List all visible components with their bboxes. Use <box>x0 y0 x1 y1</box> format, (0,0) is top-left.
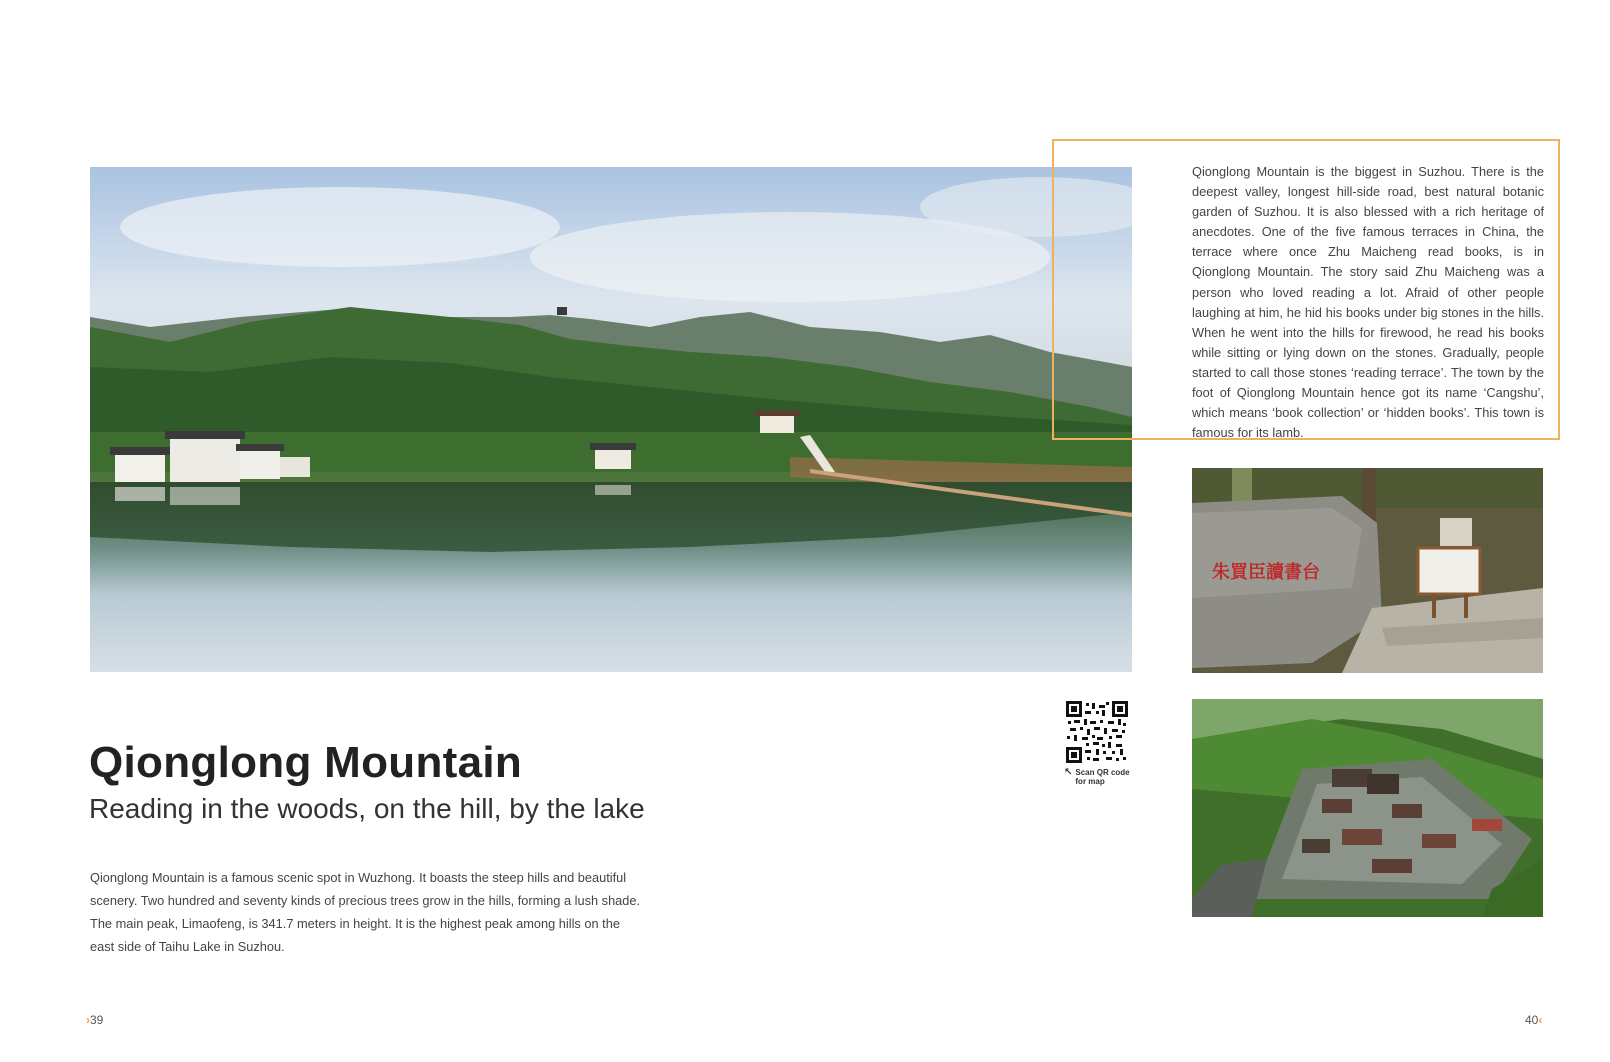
qr-caption-text: Scan QR code for map <box>1075 768 1130 786</box>
qr-code[interactable] <box>1066 701 1128 763</box>
page-number-right <box>1525 1013 1542 1027</box>
hero-photo-illustration <box>90 167 1132 672</box>
page-number-right-value: 40 <box>1525 1013 1539 1027</box>
reading-terrace-stone-photo <box>1192 468 1543 673</box>
page-subtitle: Reading in the woods, on the hill, by the lake <box>89 793 645 824</box>
chevron-left-icon: ‹ <box>1538 1013 1543 1027</box>
stone-photo-illustration <box>1192 468 1543 673</box>
stone-inscription: 朱買臣讀書台 <box>1212 562 1320 583</box>
sidebar-story-text: Qionglong Mountain is the biggest in Suzhou. There is the deepest valley, longest hill-side road, best natural botanic garden of Suzhou. It is also blessed with a rich heritage of anecdotes. One of the five famous terraces in China, the terrace where once Zhu Maicheng read books, is in Qionglong Mountain. The story said Zhu Maicheng was a person who loved reading a lot. Afraid of other people laughing at him, he hid his books under big stones in the hills. When he went into the hills for firewood, he read his books while sitting or lying down on the stones. Gradually, people started to call those stones ‘reading terrace’. The town by the foot of Qionglong Mountain hence got its name ‘Cangshu’, which means ‘book collection’ or ‘hidden books’. This town is famous for its lamb. <box>1192 164 1544 441</box>
chevron-right-icon: › <box>86 1013 90 1027</box>
arrow-up-left-icon: ↖ <box>1064 767 1073 778</box>
page-title: Qionglong Mountain <box>89 738 523 787</box>
temple-aerial-photo <box>1192 699 1543 917</box>
page-number-left-value: 39 <box>90 1013 104 1027</box>
intro-paragraph: Qionglong Mountain is a famous scenic spot in Wuzhong. It boasts the steep hills and beautiful scenery. Two hundred and seventy kinds of precious trees grow in the hills, forming a lush shade. The main peak, Limaofeng, is 341.7 meters in height. It is the highest peak among hills on the east side of Taihu Lake in Suzhou. <box>90 870 641 954</box>
hero-lake-mountain-photo <box>90 167 1132 672</box>
temple-photo-illustration <box>1192 699 1543 917</box>
qr-code-icon <box>1066 701 1128 763</box>
qr-caption <box>1064 768 1154 786</box>
page-number-left <box>86 1013 103 1027</box>
